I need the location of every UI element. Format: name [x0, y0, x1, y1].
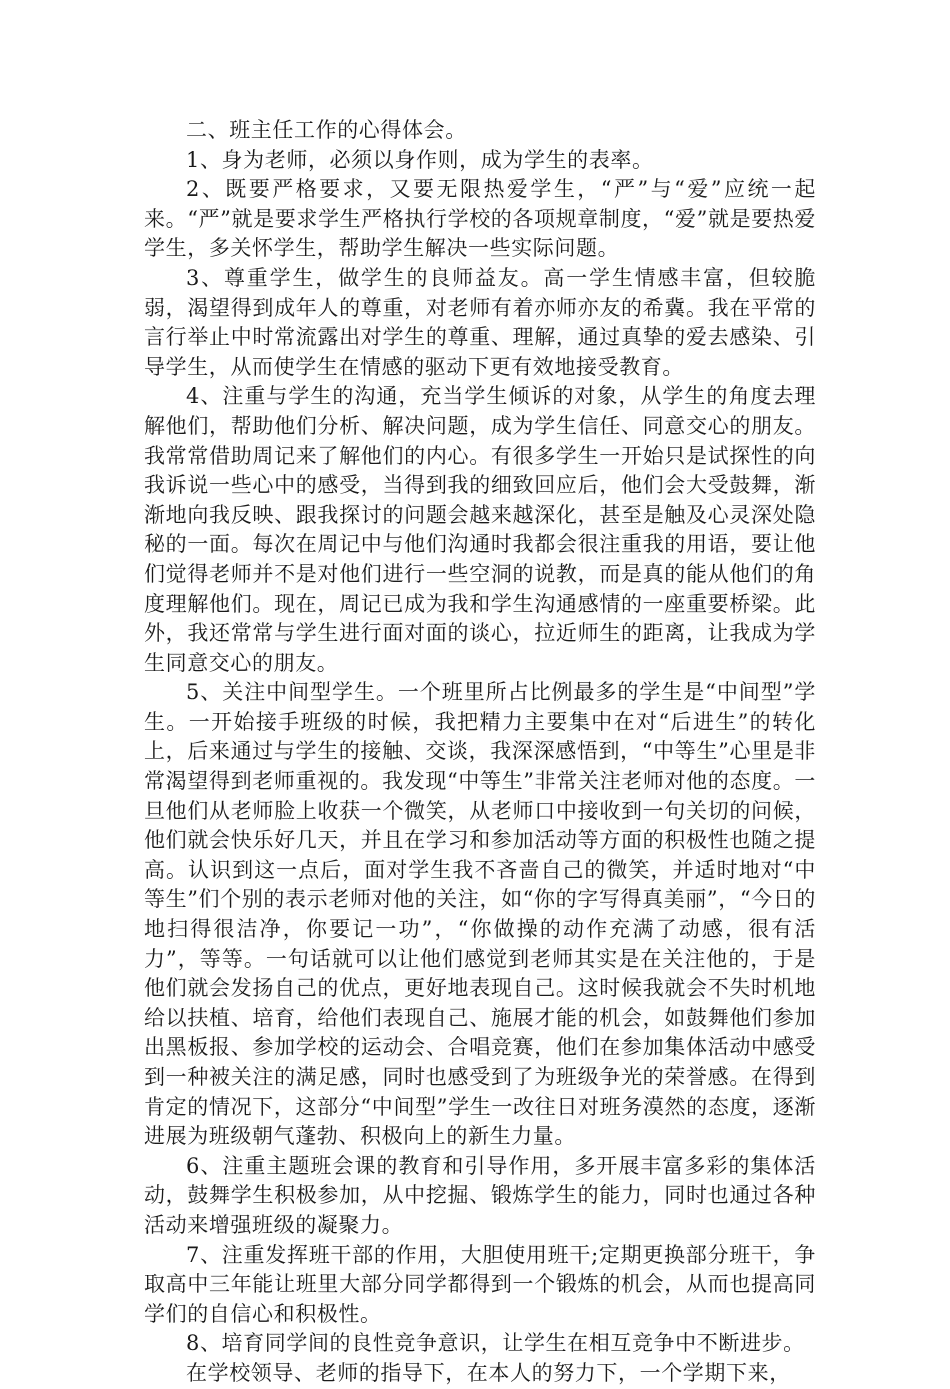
heading-paragraph: 二、班主任工作的心得体会。: [186, 118, 467, 142]
paragraph-2: 2、既要严格要求，又要无限热爱学生，“严”与“爱”应统一起来。“严”就是要求学生严格执行学校的各项规章制度，“爱”就是要热爱学生，多关怀学生，帮助学生解决一些实际问题。: [144, 177, 816, 261]
paragraph-5: 5、关注中间型学生。一个班里所占比例最多的学生是“中间型”学生。一开始接手班级的时候，我把精力主要集中在对“后进生”的转化上，后来通过与学生的接触、交谈，我深深感悟到，“中等生”心里是非常渴望得到老师重视的。我发现“中等生”非常关注老师对他的态度。一旦他们从老师脸上收获一个微笑，从老师口中接收到一句关切的问候，他们就会快乐好几天，并且在学习和参加活动等方面的积极性也随之提高。认识到这一点后，面对学生我不吝啬自己的微笑，并适时地对“中等生”们个别的表示老师对他的关注，如“你的字写得真美丽”，“今日的地扫得很洁净，你要记一功”，“你做操的动作充满了动感，很有活力”，等等。一句话就可以让他们感觉到老师其实是在关注他的，于是他们就会发扬自己的优点，更好地表现自己。这时候我就会不失时机地给以扶植、培育，给他们表现自己、施展才能的机会，如鼓舞他们参加出黑板报、参加学校的运动会、合唱竞赛，他们在参加集体活动中感受到一种被关注的满足感，同时也感受到了为班级争光的荣誉感。在得到肯定的情况下，这部分“中间型”学生一改往日对班务漠然的态度，逐渐进展为班级朝气蓬勃、积极向上的新生力量。: [144, 680, 816, 1149]
document-body: [144, 116, 816, 1389]
paragraph-8: 8、培育同学间的良性竞争意识，让学生在相互竞争中不断进步。: [186, 1331, 805, 1356]
paragraph-6: 6、注重主题班会课的教育和引导作用，多开展丰富多彩的集体活动，鼓舞学生积极参加，从中挖掘、锻炼学生的能力，同时也通过各种活动来增强班级的凝聚力。: [144, 1153, 816, 1237]
closing-paragraph: 在学校领导、老师的指导下，在本人的努力下，一个学期下来，: [186, 1360, 791, 1385]
paragraph-1: 1、身为老师，必须以身作则，成为学生的表率。: [186, 147, 654, 172]
paragraph-3: 3、尊重学生，做学生的良师益友。高一学生情感丰富，但较脆弱，渴望得到成年人的尊重，对老师有着亦师亦友的希冀。我在平常的言行举止中时常流露出对学生的尊重、理解，通过真挚的爱去感染、引导学生，从而使学生在情感的驱动下更有效地接受教育。: [144, 265, 816, 379]
paragraph-4: 4、注重与学生的沟通，充当学生倾诉的对象，从学生的角度去理解他们，帮助他们分析、解决问题，成为学生信任、同意交心的朋友。我常常借助周记来了解他们的内心。有很多学生一开始只是试探性的向我诉说一些心中的感受，当得到我的细致回应后，他们会大受鼓舞，渐渐地向我反映、跟我探讨的问题会越来越深化，甚至是触及心灵深处隐秘的一面。每次在周记中与他们沟通时我都会很注重我的用语，要让他们觉得老师并不是对他们进行一些空洞的说教，而是真的能从他们的角度理解他们。现在，周记已成为我和学生沟通感情的一座重要桥梁。此外，我还常常与学生进行面对面的谈心，拉近师生的距离，让我成为学生同意交心的朋友。: [144, 384, 816, 675]
paragraph-7: 7、注重发挥班干部的作用，大胆使用班干;定期更换部分班干，争取高中三年能让班里大部分同学都得到一个锻炼的机会，从而也提高同学们的自信心和积极性。: [144, 1242, 816, 1326]
